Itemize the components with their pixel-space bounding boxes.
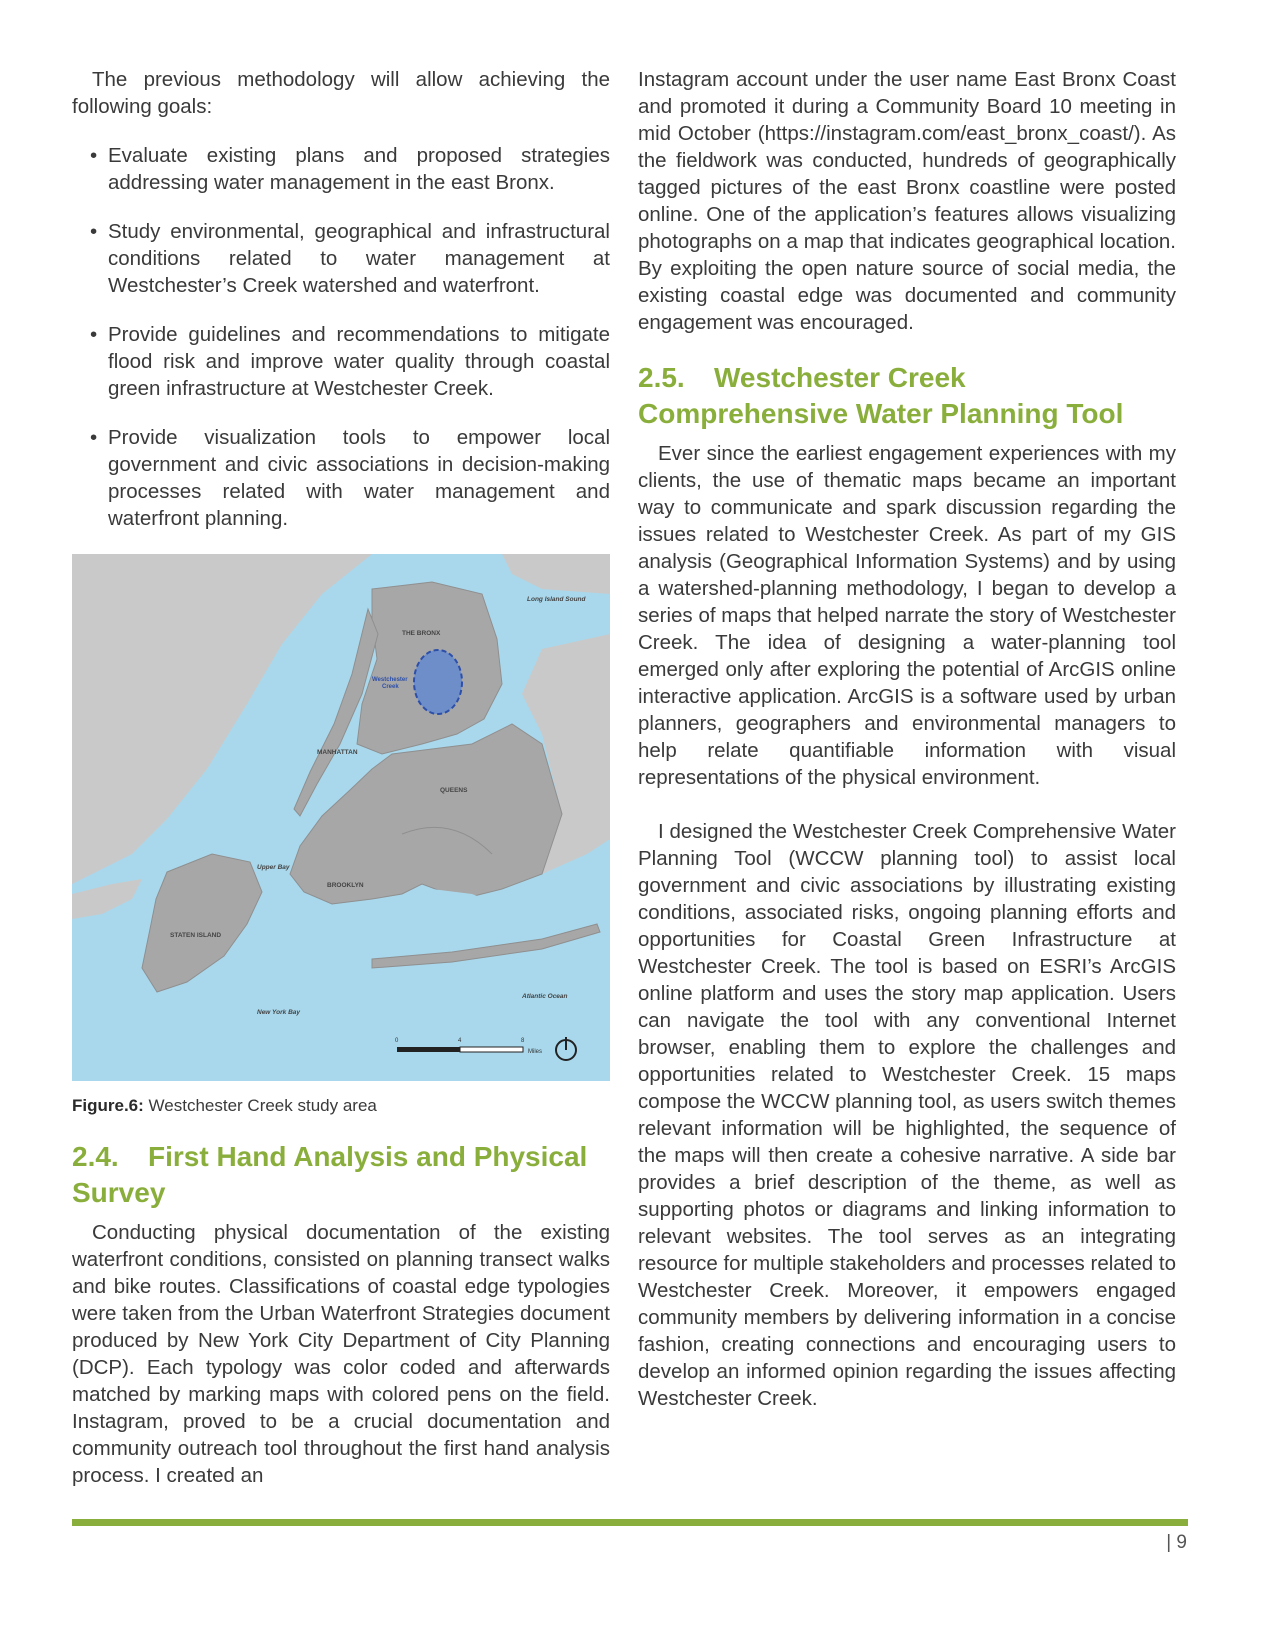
caption-label: Figure.6: [72,1096,144,1115]
map-label: QUEENS [440,787,468,794]
goals-list [72,142,610,532]
goal-item: • Provide guidelines and recommendations to mitigate flood risk and improve water quality through coastal green infrastructure at Westchester Creek. [72,321,610,402]
right-column [638,66,1176,1412]
intro-paragraph: The previous methodology will allow achieving the following goals: [72,68,610,118]
map-label: Long Island Sound [527,596,586,603]
section-heading [72,1139,610,1211]
creek-watershed-highlight [414,650,462,714]
figure-caption [72,1095,610,1117]
left-column [72,66,610,1489]
section-number: 2.4. [72,1141,119,1172]
caption-text: Westchester Creek study area [148,1096,377,1115]
map-label: New York Bay [257,1009,300,1016]
map-label: STATEN ISLAND [170,932,222,939]
page-number: | 9 [1166,1532,1187,1553]
map-label: THE BRONX [402,630,441,637]
map-label: Creek [382,684,399,690]
goal-item: • Study environmental, geographical and infrastructural conditions related to water management at Westchester’s Creek watershed and waterfront. [72,218,610,299]
section-paragraph: Conducting physical documentation of the existing waterfront conditions, consisted on planning transect walks and bike routes. Classifications of coastal edge typologies were taken from the Urban Waterfront Strategies document produced by New York City Department of City Planning (DCP). Each typology was color coded and afterwards matched by marking maps with colored pens on the field. Instagram, proved to be a crucial documentation and community outreach tool throughout the first hand analysis process. I created an [72,1221,610,1487]
section-title: Westchester Creek Comprehensive Water Planning Tool [638,362,1124,429]
study-area-map [72,554,610,1081]
svg-text:0: 0 [395,1038,399,1044]
section-paragraph: I designed the Westchester Creek Comprehensive Water Planning Tool (WCCW planning tool) to assist local government and civic associations by illustrating existing conditions, associated risks, ongoing planning efforts and opportunities for Coastal Green Infrastructure at Westchester Creek. The tool is based on ESRI’s ArcGIS online platform and uses the story map application. Users can navigate the tool with any conventional Internet browser, enabling them to explore the challenges and opportunities related to Westchester Creek. 15 maps compose the WCCW planning tool, as users switch themes relevant information will be highlighted, the sequence of the maps will then create a cohesive narrative. A side bar provides a brief description of the theme, as well as supporting photos or diagrams and linking information to relevant websites. The tool serves as an integrating resource for multiple stakeholders and processes related to Westchester Creek. Moreover, it empowers engaged community members by delivering information in a concise fashion, creating connections and encouraging users to develop an informed opinion regarding the issues affecting Westchester Creek. [638,820,1176,1410]
svg-text:Miles: Miles [528,1049,543,1055]
map-label: MANHATTAN [317,749,358,756]
section-number: 2.5. [638,362,685,393]
continued-paragraph: Instagram account under the user name East Bronx Coast and promoted it during a Community Board 10 meeting in mid October (https://instagram.com/east_bronx_coast/). As the fieldwork was conducted, hundreds of geographically tagged pictures of the east Bronx coastline were posted online. One of the application’s features allows visualizing photographs on a map that indicates geographical location. By exploiting the open nature source of social media, the existing coastal edge was documented and community engagement was encouraged. [638,68,1176,334]
section-paragraph: Ever since the earliest engagement experiences with my clients, the use of thematic maps became an important way to communicate and spark discussion regarding the issues related to Westchester Creek. As part of my GIS analysis (Geographical Information Systems) and by using a watershed-planning methodology, I began to develop a series of maps that helped narrate the story of Westchester Creek. The idea of designing a water-planning tool emerged only after exploring the potential of ArcGIS online interactive application. ArcGIS is a software used by urban planners, geographers and environmental managers to help relate quantifiable information with visual representations of the physical environment. [638,442,1176,789]
section-title: First Hand Analysis and Physical Survey [72,1141,588,1208]
goal-item: • Evaluate existing plans and proposed strategies addressing water management in the east Bronx. [72,142,610,196]
svg-text:8: 8 [521,1038,525,1044]
goal-item: • Provide visualization tools to empower local government and civic associations in decision-making processes related with water management and waterfront planning. [72,424,610,532]
footer-rule [72,1519,1188,1526]
map-label: Upper Bay [257,864,290,871]
map-graphic [72,554,610,1081]
map-label: BROOKLYN [327,882,364,889]
map-label: Atlantic Ocean [522,993,568,1000]
svg-text:4: 4 [458,1038,462,1044]
map-label: Westchester [372,677,408,683]
section-heading [638,360,1176,432]
